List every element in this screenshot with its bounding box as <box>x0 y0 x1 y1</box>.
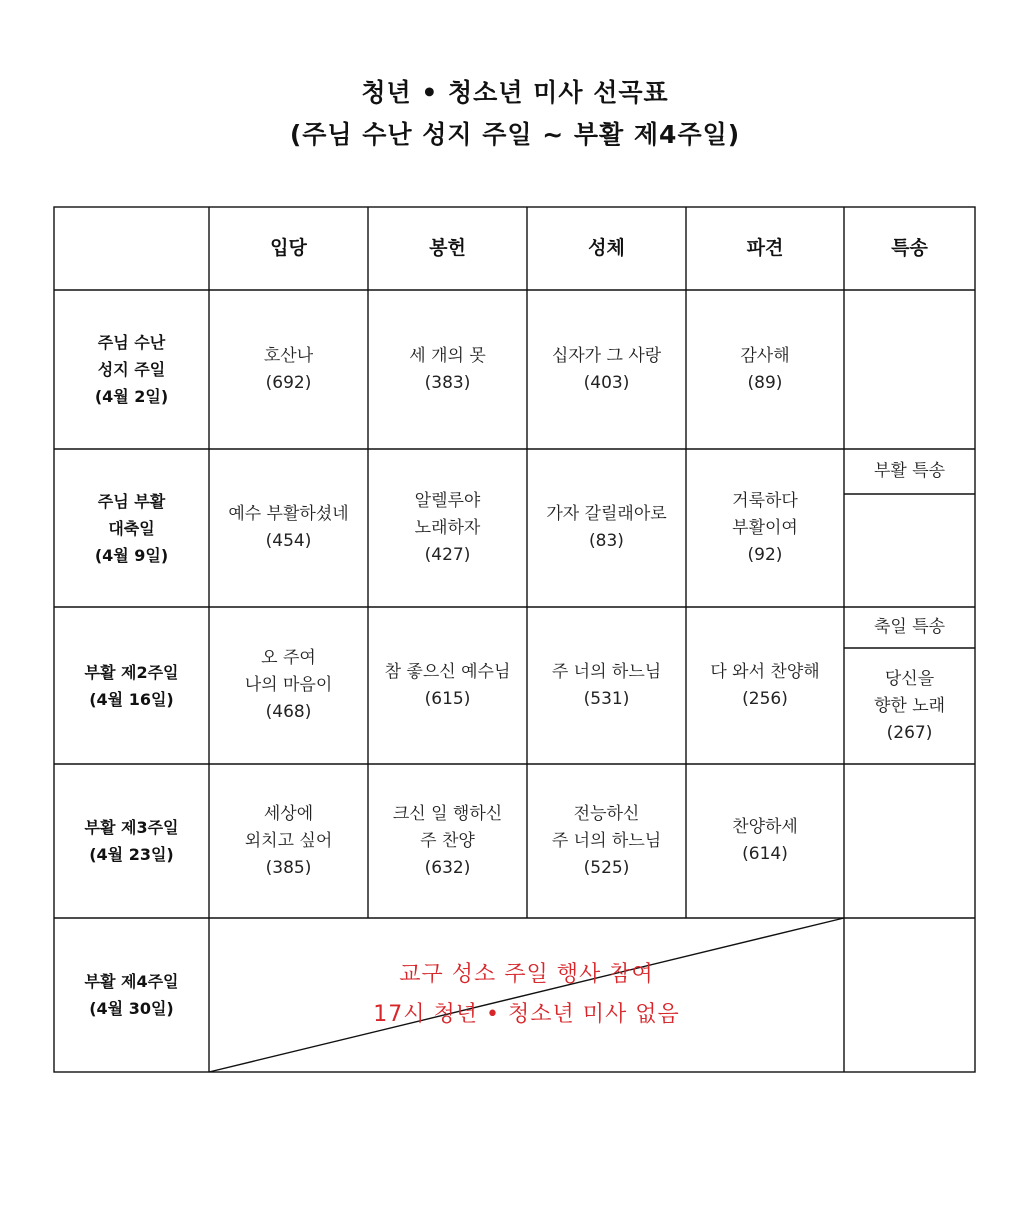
song-cell: 주 너의 하느님 (531) <box>551 661 662 709</box>
row-label: 부활 제2주일 (4월 16일) <box>84 662 179 709</box>
notice-text: 교구 성소 주일 행사 참여 17시 청년 • 청소년 미사 없음 <box>373 962 680 1027</box>
special-song-cell: 당신을 향한 노래 (267) <box>873 668 946 743</box>
song-cell: 감사해 (89) <box>740 345 790 393</box>
header-entrance: 입당 <box>270 237 307 259</box>
row-label: 부활 제4주일 (4월 30일) <box>84 972 179 1018</box>
page-title: 청년 • 청소년 미사 선곡표 <box>361 78 669 107</box>
row-label: 주님 부활 대축일 (4월 9일) <box>94 491 169 565</box>
song-cell: 거룩하다 부활이여 (92) <box>732 490 798 565</box>
song-cell: 호산나 (692) <box>263 345 314 393</box>
song-cell: 십자가 그 사랑 (403) <box>551 345 662 393</box>
special-title: 축일 특송 <box>873 617 946 637</box>
song-cell: 예수 부활하셨네 (454) <box>228 504 349 551</box>
page-subtitle: (주님 수난 성지 주일 ~ 부활 제4주일) <box>289 120 741 149</box>
song-cell: 세 개의 못 (383) <box>409 345 486 393</box>
song-cell: 알렐루야 노래하자 (427) <box>414 490 481 565</box>
song-cell: 세상에 외치고 싶어 (385) <box>244 803 333 878</box>
row-label: 부활 제3주일 (4월 23일) <box>84 818 179 864</box>
song-cell: 참 좋으신 예수님 (615) <box>384 661 511 709</box>
header-offertory: 봉헌 <box>429 237 466 259</box>
song-cell: 찬양하세 (614) <box>732 817 798 864</box>
header-special: 특송 <box>891 237 928 259</box>
song-cell: 전능하신 주 너의 하느님 (525) <box>551 803 662 878</box>
song-cell: 오 주여 나의 마음이 (468) <box>244 648 333 722</box>
song-cell: 다 와서 찬양해 (256) <box>710 661 820 709</box>
song-cell: 가자 갈릴래아로 (83) <box>546 504 667 551</box>
header-dismissal: 파견 <box>746 237 784 259</box>
special-title: 부활 특송 <box>873 461 946 481</box>
song-cell: 크신 일 행하신 주 찬양 (632) <box>392 803 503 878</box>
header-communion: 성체 <box>588 237 625 259</box>
row-label: 주님 수난 성지 주일 (4월 2일) <box>94 333 169 406</box>
